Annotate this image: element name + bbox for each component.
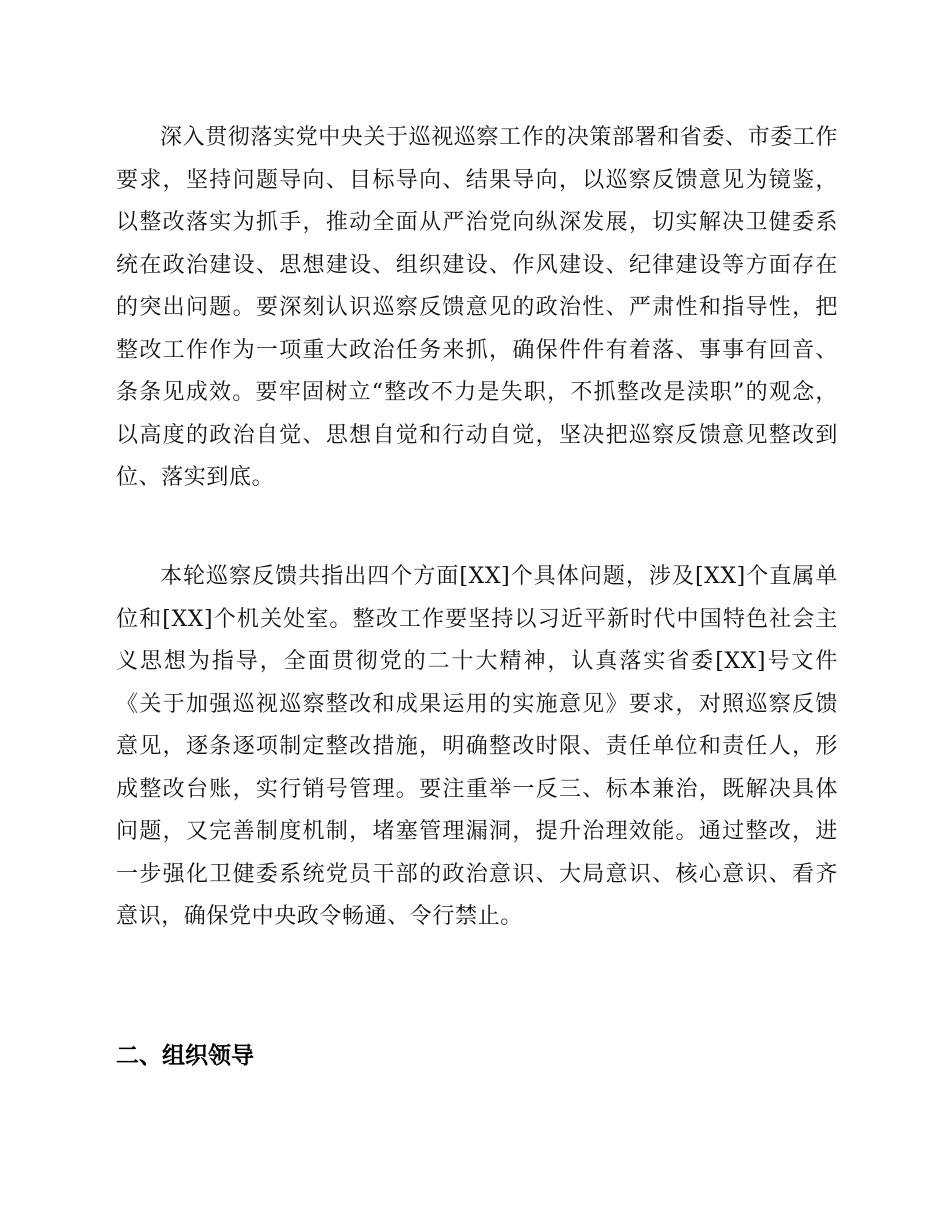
body-paragraph-2: 本轮巡察反馈共指出四个方面[XX]个具体问题，涉及[XX]个直属单位和[XX]个机关处室。整改工作要坚持以习近平新时代中国特色社会主义思想为指导，全面贯彻党的二十大精神，认真落实省委[XX]号文件《关于加强巡视巡察整改和成果运用的实施意见》要求，对照巡察反馈意见，逐条逐项制定整改措施，明确整改时限、责任单位和责任人，形成整改台账，实行销号管理。要注重举一反三、标本兼治，既解决具体问题，又完善制度机制，堵塞管理漏洞，提升治理效能。通过整改，进一步强化卫健委系统党员干部的政治意识、大局意识、核心意识、看齐意识，确保党中央政令畅通、令行禁止。 [116, 564, 838, 929]
body-paragraph-1: 深入贯彻落实党中央关于巡视巡察工作的决策部署和省委、市委工作要求，坚持问题导向、目标导向、结果导向，以巡察反馈意见为镜鉴，以整改落实为抓手，推动全面从严治党向纵深发展，切实解决卫健委系统在政治建设、思想建设、组织建设、作风建设、纪律建设等方面存在的突出问题。要深刻认识巡察反馈意见的政治性、严肃性和指导性，把整改工作作为一项重大政治任务来抓，确保件件有着落、事事有回音、条条见成效。要牢固树立“整改不力是失职，不抓整改是渎职”的观念，以高度的政治自觉、思想自觉和行动自觉，坚决把巡察反馈意见整改到位、落实到底。 [116, 125, 839, 490]
section-heading: 二、组织领导 [116, 1043, 254, 1069]
